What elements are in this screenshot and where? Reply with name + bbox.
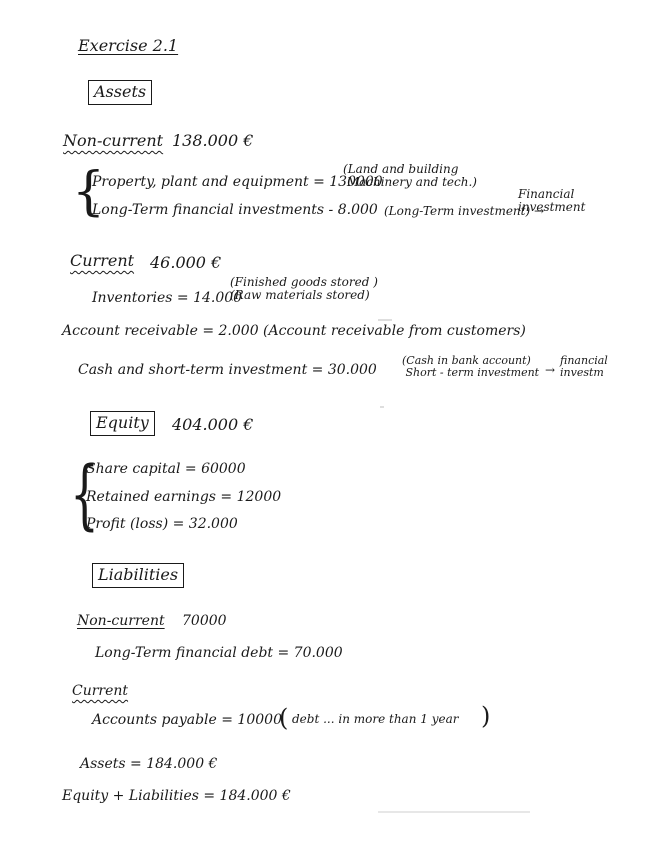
- ltfi-side-line1: Financial: [518, 187, 575, 201]
- current-assets-label: Current: [70, 251, 135, 270]
- ppe-note-line1: Land and building: [347, 162, 459, 176]
- cash-side-line1: financial: [560, 354, 608, 367]
- equity-liabilities-total: Equity + Liabilities = 184.000 €: [62, 788, 291, 804]
- cash-note-line2: Short - term investment: [405, 365, 540, 379]
- ltfi-note: (Long-Term investment) →: [384, 204, 545, 218]
- payable-note: debt ... in more than 1 year: [292, 712, 459, 726]
- current-liabilities-label: Current: [72, 683, 129, 699]
- cash-note: (Cash in bank account) Short - term investment: [402, 354, 540, 379]
- cash-side-line2: investm: [560, 365, 604, 379]
- ppe-line: Property, plant and equipment = 130000: [92, 174, 383, 190]
- assets-total: Assets = 184.000 €: [80, 756, 218, 772]
- non-current-assets-value: 138.000 €: [172, 131, 254, 150]
- payable-line: Accounts payable = 10000: [92, 712, 282, 728]
- ltfd-line: Long-Term financial debt = 70.000: [95, 645, 343, 661]
- ltfi-line: Long-Term financial investments - 8.000: [92, 202, 378, 218]
- receivable-line: Account receivable = 2.000 (Account receivable from customers): [62, 323, 526, 339]
- profit-loss-line: Profit (loss) = 32.000: [86, 516, 238, 532]
- equity-brace-icon: {: [70, 449, 100, 538]
- inv-note-line2: (Raw materials stored): [230, 287, 370, 302]
- share-capital-line: Share capital = 60000: [86, 461, 246, 477]
- assets-heading: Assets: [88, 80, 152, 105]
- ppe-note-line2: Machinery and tech.: [346, 174, 473, 189]
- retained-earnings-line: Retained earnings = 12000: [86, 489, 282, 505]
- non-current-liabilities-label: Non-current: [77, 613, 165, 629]
- payable-paren-close: ): [481, 702, 491, 730]
- brace-icon: {: [72, 162, 106, 222]
- current-assets-value: 46.000 €: [150, 253, 222, 272]
- ppe-note: (Land and building Machinery and tech.): [343, 162, 477, 189]
- cash-line: Cash and short-term investment = 30.000: [78, 362, 377, 378]
- inventories-line: Inventories = 14.000: [92, 290, 243, 306]
- ltfi-side-line2: investment: [518, 199, 586, 214]
- inv-note-line1: (Finished goods stored ): [230, 275, 378, 289]
- payable-paren-open: (: [279, 704, 289, 732]
- non-current-liabilities-value: 70000: [182, 613, 227, 629]
- equity-value: 404.000 €: [172, 415, 254, 434]
- cash-note-line1: Cash in bank account: [406, 354, 527, 367]
- non-current-assets-label: Non-current: [63, 131, 164, 150]
- liabilities-heading: Liabilities: [92, 563, 184, 588]
- cash-arrow: →: [545, 363, 556, 377]
- equity-heading: Equity: [90, 411, 155, 436]
- page-title: Exercise 2.1: [78, 36, 179, 55]
